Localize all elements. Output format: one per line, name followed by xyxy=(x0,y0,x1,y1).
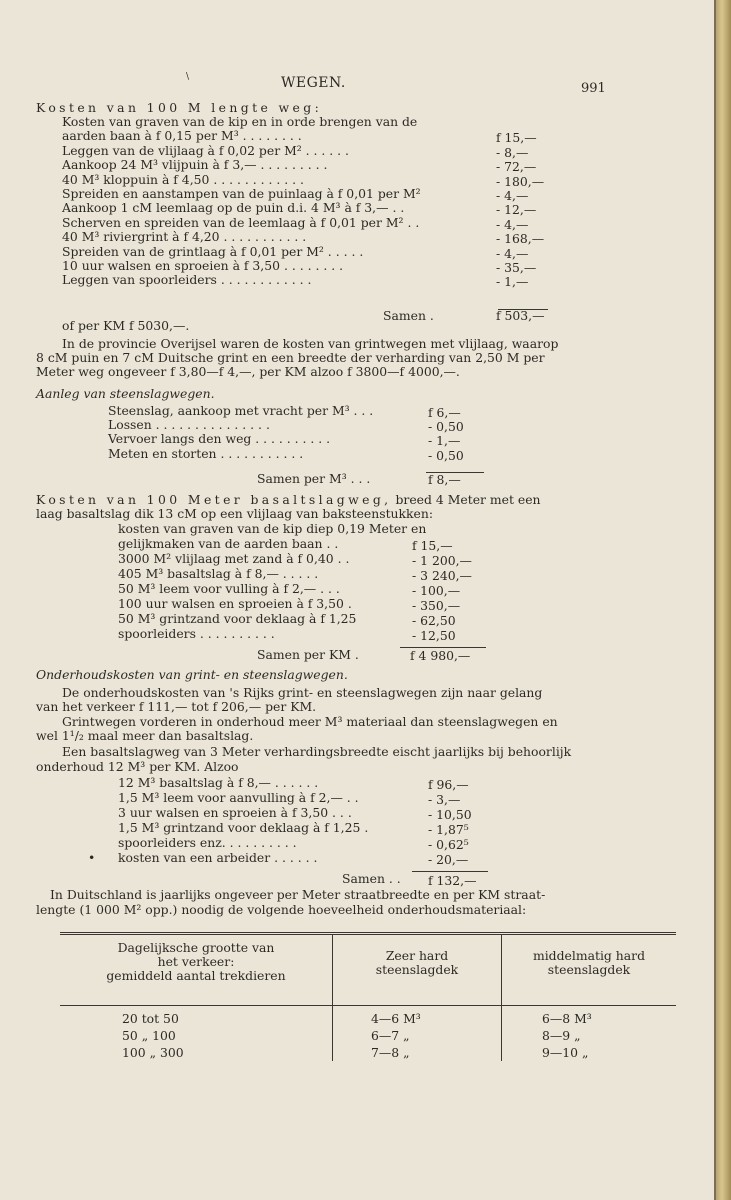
total-amount: f 132,— xyxy=(428,873,477,888)
total-amount: f 503,— xyxy=(496,308,545,323)
paragraph-line: In de provincie Overijsel waren de kosten van grintwegen met vlijlaag, waarop xyxy=(62,336,559,351)
cost-label: 10 uur walsen en sproeien à f 3,50 . . . . . . . . xyxy=(62,258,344,273)
cost-amount: - 72,— xyxy=(496,159,537,174)
table-cell: 8—9 „ xyxy=(542,1028,581,1043)
cost-label: aarden baan à f 0,15 per M³ . . . . . . . . xyxy=(62,128,302,143)
cost-amount: - 168,— xyxy=(496,231,545,246)
section-heading-steenslagwegen: Aanleg van steenslagwegen. xyxy=(36,386,215,401)
table-body xyxy=(60,1006,676,1062)
cost-label: Aankoop 1 cM leemlaag op de puin d.i. 4 M³ à f 3,— . . xyxy=(62,200,405,215)
cost-amount: - 8,— xyxy=(496,145,529,160)
cost-label: 40 M³ kloppuin à f 4,50 . . . . . . . . . . . . xyxy=(62,172,304,187)
bullet-mark: • xyxy=(88,850,96,865)
cost-amount: - 35,— xyxy=(496,260,537,275)
book-spine-edge xyxy=(716,0,731,1200)
paragraph-line: van het verkeer f 111,— tot f 206,— per KM. xyxy=(36,699,317,714)
section-heading-onderhoudskosten: Onderhoudskosten van grint- en steenslagwegen. xyxy=(36,667,348,682)
cost-amount: - 1,— xyxy=(428,433,461,448)
total-label: Samen per KM . xyxy=(257,647,359,662)
cost-label: 50 M³ leem voor vulling à f 2,— . . . xyxy=(118,581,340,596)
paragraph-line: De onderhoudskosten van 's Rijks grint- en steenslagwegen zijn naar gelang xyxy=(62,685,543,700)
table-cell: 4—6 M³ xyxy=(371,1011,421,1026)
cost-label: 3000 M² vlijlaag met zand à f 0,40 . . xyxy=(118,551,350,566)
table-cell: 7—8 „ xyxy=(371,1045,410,1060)
table-header-row xyxy=(60,934,676,1006)
cost-amount: - 3,— xyxy=(428,792,461,807)
cost-amount: f 15,— xyxy=(412,538,453,553)
cost-amount: f 96,— xyxy=(428,777,469,792)
section-title-kosten-100m: Kosten van 100 M lengte weg: xyxy=(36,100,323,115)
header-line: het verkeer: xyxy=(157,954,235,969)
cost-label: kosten van graven van de kip diep 0,19 Meter en xyxy=(118,521,427,536)
cost-label: 50 M³ grintzand voor deklaag à f 1,25 xyxy=(118,611,357,626)
very-hard-column xyxy=(333,1006,502,1062)
cost-amount: - 4,— xyxy=(496,246,529,261)
table-cell: 9—10 „ xyxy=(542,1045,589,1060)
cost-amount: - 10,50 xyxy=(428,807,472,822)
cost-label: 405 M³ basaltslag à f 8,— . . . . . xyxy=(118,566,319,581)
cost-label: Leggen van de vlijlaag à f 0,02 per M² . . . . . . xyxy=(62,143,349,158)
table-cell: 50 „ 100 xyxy=(122,1028,176,1043)
section-title-basaltslagweg: Kosten van 100 Meter basaltslagweg, xyxy=(36,492,392,507)
cost-amount: f 6,— xyxy=(428,405,461,420)
cost-label: 1,5 M³ grintzand voor deklaag à f 1,25 . xyxy=(118,820,369,835)
cost-label: Scherven en spreiden van de leemlaag à f 0,01 per M² . . xyxy=(62,215,420,230)
cost-label: spoorleiders . . . . . . . . . . xyxy=(118,626,275,641)
cost-label: Spreiden en aanstampen van de puinlaag à f 0,01 per M² xyxy=(62,186,421,201)
table-header-traffic xyxy=(60,934,333,1006)
table-cell: 100 „ 300 xyxy=(122,1045,184,1060)
total-amount: f 8,— xyxy=(428,472,461,487)
header-line: Zeer hard xyxy=(385,948,449,963)
total-amount: f 4 980,— xyxy=(410,648,471,663)
cost-label: gelijkmaken van de aarden baan . . xyxy=(118,536,339,551)
cost-amount: - 4,— xyxy=(496,188,529,203)
header-line: gemiddeld aantal trekdieren xyxy=(106,968,286,983)
cost-label: Vervoer langs den weg . . . . . . . . . . xyxy=(108,431,331,446)
total-label: Samen . xyxy=(383,308,434,323)
cost-amount: - 100,— xyxy=(412,583,461,598)
cost-label: 1,5 M³ leem voor aanvulling à f 2,— . . xyxy=(118,790,359,805)
sum-rule xyxy=(412,871,488,872)
cost-amount: - 180,— xyxy=(496,174,545,189)
maintenance-material-table xyxy=(60,932,676,1061)
header-line: Dagelijksche grootte van xyxy=(117,940,275,955)
cost-amount: - 0,62⁵ xyxy=(428,837,469,852)
traffic-column xyxy=(60,1006,333,1062)
cost-amount: - 12,— xyxy=(496,202,537,217)
cost-amount: - 1,87⁵ xyxy=(428,822,469,837)
cost-label: Aankoop 24 M³ vlijpuin à f 3,— . . . . . . . . . xyxy=(62,157,328,172)
cost-label: spoorleiders enz. . . . . . . . . . xyxy=(118,835,297,850)
header-line: steenslagdek xyxy=(375,962,459,977)
paragraph-line: Grintwegen vorderen in onderhoud meer M³ materiaal dan steenslagwegen en xyxy=(62,714,558,729)
cost-label: Lossen . . . . . . . . . . . . . . . xyxy=(108,417,270,432)
cost-amount: - 1,— xyxy=(496,274,529,289)
table-header-medium-hard xyxy=(502,934,677,1006)
paragraph-line: wel 1¹/₂ maal meer dan basaltslag. xyxy=(36,728,254,743)
cost-label: 100 uur walsen en sproeien à f 3,50 . xyxy=(118,596,352,611)
cost-amount: - 0,50 xyxy=(428,448,464,463)
cost-amount: - 1 200,— xyxy=(412,553,472,568)
cost-amount: - 350,— xyxy=(412,598,461,613)
pencil-mark: \ xyxy=(186,72,190,82)
total-label: Samen . . xyxy=(342,871,401,886)
paragraph-line: Meter weg ongeveer f 3,80—f 4,—, per KM alzoo f 3800—f 4000,—. xyxy=(36,364,460,379)
cost-label: Steenslag, aankoop met vracht per M³ . . . xyxy=(108,403,374,418)
paragraph-line: In Duitschland is jaarlijks ongeveer per Meter straatbreedte en per KM straat- xyxy=(50,887,546,902)
cost-amount: - 3 240,— xyxy=(412,568,472,583)
cost-label: Meten en storten . . . . . . . . . . . xyxy=(108,446,304,461)
cost-label: Kosten van graven van de kip en in orde brengen van de xyxy=(62,114,418,129)
paragraph-line: 8 cM puin en 7 cM Duitsche grint en een breedte der verharding van 2,50 M per xyxy=(36,350,545,365)
cost-amount: - 20,— xyxy=(428,852,469,867)
cost-amount: - 4,— xyxy=(496,217,529,232)
section-intro-rest: breed 4 Meter met een xyxy=(395,492,541,507)
cost-label: 40 M³ riviergrint à f 4,20 . . . . . . . . . . . xyxy=(62,229,307,244)
table-cell: 20 tot 50 xyxy=(122,1011,179,1026)
medium-hard-column xyxy=(502,1006,677,1062)
cost-label: Leggen van spoorleiders . . . . . . . . . . . . xyxy=(62,272,312,287)
cost-amount: - 0,50 xyxy=(428,419,464,434)
cost-label: 12 M³ basaltslag à f 8,— . . . . . . xyxy=(118,775,319,790)
paragraph-line: onderhoud 12 M³ per KM. Alzoo xyxy=(36,759,239,774)
table-header-very-hard xyxy=(333,934,502,1006)
cost-label: Spreiden van de grintlaag à f 0,01 per M² . . . . . xyxy=(62,244,364,259)
paragraph-line: Een basaltslagweg van 3 Meter verhardingsbreedte eischt jaarlijks bij behoorlijk xyxy=(62,744,572,759)
paragraph-line: lengte (1 000 M² opp.) noodig de volgende hoeveelheid onderhoudsmateriaal: xyxy=(36,902,527,917)
page-number: 991 xyxy=(581,81,606,96)
cost-amount: - 62,50 xyxy=(412,613,456,628)
per-km-cost: of per KM f 5030,—. xyxy=(62,318,190,333)
header-line: steenslagdek xyxy=(547,962,631,977)
table-cell: 6—7 „ xyxy=(371,1028,410,1043)
section-intro-line: laag basaltslag dik 13 cM op een vlijlaag van baksteenstukken: xyxy=(36,506,434,521)
header-line: middelmatig hard xyxy=(532,948,646,963)
table-cell: 6—8 M³ xyxy=(542,1011,592,1026)
cost-label: 3 uur walsen en sproeien à f 3,50 . . . xyxy=(118,805,352,820)
cost-label: kosten van een arbeider . . . . . . xyxy=(118,850,318,865)
cost-amount: - 12,50 xyxy=(412,628,456,643)
running-head: WEGEN. xyxy=(281,75,346,91)
total-label: Samen per M³ . . . xyxy=(257,471,371,486)
cost-amount: f 15,— xyxy=(496,130,537,145)
